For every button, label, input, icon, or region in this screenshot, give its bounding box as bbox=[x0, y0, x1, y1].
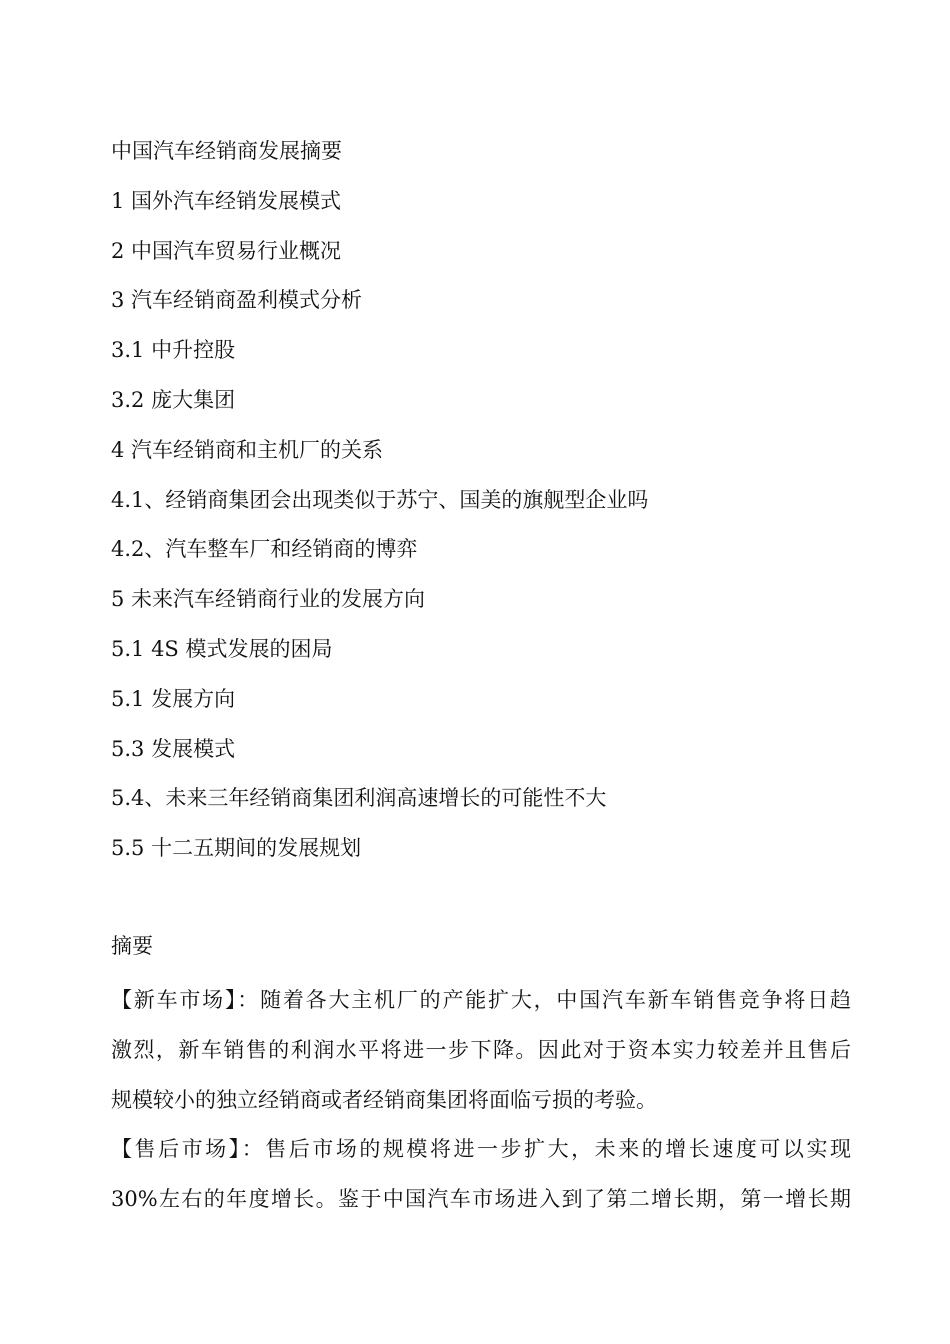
paragraph-line: 【售后市场】：售后市场的规模将进一步扩大，未来的增长速度可以实现 bbox=[111, 1137, 851, 1162]
table-of-contents bbox=[111, 130, 851, 877]
toc-item-5-1b: 5.1 发展方向 bbox=[111, 686, 236, 711]
toc-item-5-3: 5.3 发展模式 bbox=[111, 736, 236, 761]
paragraph-line: 激烈，新车销售的利润水平将进一步下降。因此对于资本实力较差并且售后 bbox=[111, 1037, 851, 1062]
toc-item-5-1a: 5.1 4S 模式发展的困局 bbox=[111, 636, 333, 661]
aftermarket-paragraph bbox=[111, 1125, 851, 1225]
new-car-market-paragraph bbox=[111, 976, 851, 1125]
toc-item-1: 1 国外汽车经销发展模式 bbox=[111, 188, 342, 213]
toc-item-3-1: 3.1 中升控股 bbox=[111, 338, 236, 363]
toc-title: 中国汽车经销商发展摘要 bbox=[111, 139, 342, 163]
toc-item-5: 5 未来汽车经销商行业的发展方向 bbox=[111, 587, 426, 612]
toc-item-3: 3 汽车经销商盈利模式分析 bbox=[111, 288, 363, 313]
toc-item-4-1: 4.1、经销商集团会出现类似于苏宁、国美的旗舰型企业吗 bbox=[111, 487, 649, 512]
toc-item-3-2: 3.2 庞大集团 bbox=[111, 387, 236, 412]
abstract-title: 摘要 bbox=[111, 934, 153, 958]
paragraph-line: 【新车市场】：随着各大主机厂的产能扩大，中国汽车新车销售竞争将日趋 bbox=[111, 988, 851, 1012]
abstract-section bbox=[111, 925, 851, 1225]
toc-item-4: 4 汽车经销商和主机厂的关系 bbox=[111, 437, 384, 462]
paragraph-line: 规模较小的独立经销商或者经销商集团将面临亏损的考验。 bbox=[111, 1087, 657, 1112]
toc-item-5-5: 5.5 十二五期间的发展规划 bbox=[111, 836, 362, 861]
toc-item-5-4: 5.4、未来三年经销商集团利润高速增长的可能性不大 bbox=[111, 786, 607, 811]
paragraph-line: 30%左右的年度增长。鉴于中国汽车市场进入到了第二增长期，第一增长期 bbox=[111, 1187, 851, 1212]
toc-item-4-2: 4.2、汽车整车厂和经销商的博弈 bbox=[111, 537, 418, 562]
toc-item-2: 2 中国汽车贸易行业概况 bbox=[111, 238, 342, 263]
